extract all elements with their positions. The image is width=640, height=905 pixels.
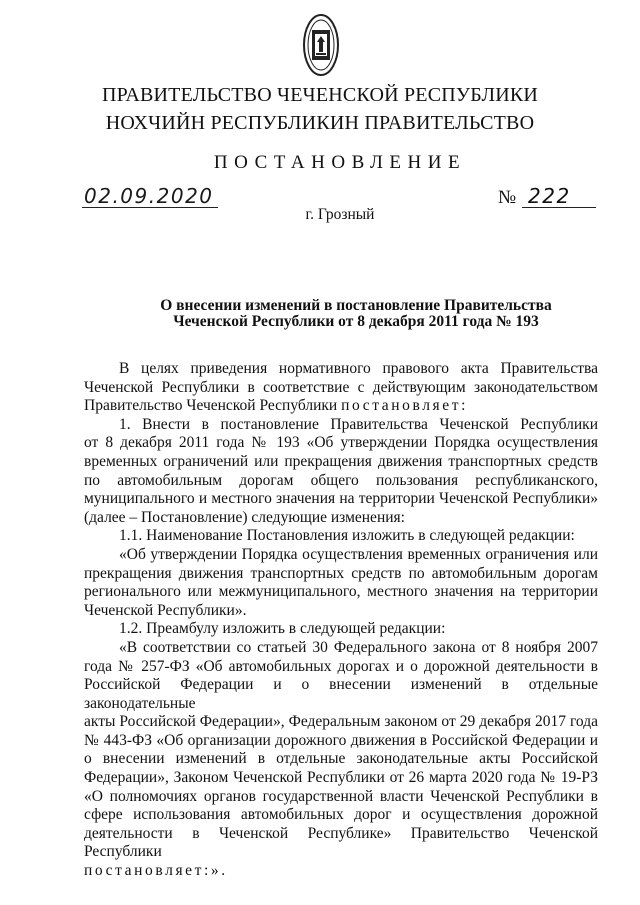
- paragraph-line: от 8 декабря 2011 года № 193 «Об утверждении Порядка осуществления: [84, 434, 598, 452]
- document-type: ПОСТАНОВЛЕНИЕ: [213, 152, 467, 173]
- paragraph-line: 1.2. Преамбулу изложить в следующей редакции:: [119, 620, 446, 638]
- paragraph-line: Чеченской Республики в соответствие с действующим законодательством: [84, 378, 598, 396]
- paragraph-line: деятельности в Чеченской Республике» Правительство Чеченской Республики: [84, 824, 598, 861]
- paragraph-line: 1. Внести в постановление Правительства Чеченской Республики: [119, 415, 598, 433]
- paragraph-line: постановляет:».: [84, 862, 228, 880]
- paragraph-line: сфере использования автомобильных дорог и осуществления дорожной: [84, 806, 598, 824]
- paragraph-line: «Об утверждении Порядка осуществления временных ограничения или: [119, 545, 598, 563]
- coat-of-arms-emblem: [302, 12, 340, 78]
- paragraph-line: о внесении изменений в отдельные законодательные акты Российской: [84, 750, 598, 768]
- paragraph-line: [84, 397, 598, 416]
- government-name-russian: ПРАВИТЕЛЬСТВО ЧЕЧЕНСКОЙ РЕСПУБЛИКИ: [101, 84, 539, 106]
- title-line-1: О внесении изменений в постановление Правительства: [160, 297, 552, 314]
- paragraph-line: временных ограничений или прекращения движения транспортных средств: [84, 452, 598, 470]
- number-sign: №: [498, 187, 517, 208]
- document-body: [84, 360, 598, 881]
- paragraph-line: года № 257-ФЗ «Об автомобильных дорогах и о дорожной деятельности в: [84, 657, 598, 675]
- city: г. Грозный: [305, 206, 375, 223]
- paragraph-line: (далее – Постановление) следующие изменения:: [84, 508, 405, 526]
- paragraph-text: Правительство Чеченской Республики: [84, 397, 342, 415]
- document-date: 02.09.2020: [84, 184, 214, 208]
- paragraph-line: Российской Федерации и о внесении изменений в отдельные законодательные: [84, 676, 598, 712]
- paragraph-line: № 443-ФЗ «Об организации дорожного движения в Российской Федерации и: [84, 731, 598, 749]
- government-name-chechen: НОХЧИЙН РЕСПУБЛИКИН ПРАВИТЕЛЬСТВО: [105, 112, 535, 134]
- paragraph-line: 1.1. Наименование Постановления изложить в следующей редакции:: [119, 527, 575, 545]
- resolves-word: постановляет:: [341, 397, 469, 415]
- document-title: [116, 298, 596, 330]
- paragraph-line: В целях приведения нормативного правового акта Правительства: [119, 360, 598, 377]
- document-number: 222: [528, 184, 571, 208]
- title-line-2: Чеченской Республики от 8 декабря 2011 года № 193: [173, 313, 539, 330]
- paragraph-line: регионального или межмуниципального, местного значения на территории: [84, 583, 598, 601]
- paragraph-line: по автомобильным дорогам общего пользования республиканского,: [84, 471, 598, 489]
- paragraph-line: прекращения движения транспортных средств по автомобильным дорогам: [84, 564, 598, 582]
- paragraph-line: муниципального и местного значения на территории Чеченской Республики»: [84, 490, 598, 508]
- paragraph-line: Федерации», Законом Чеченской Республики от 26 марта 2020 года № 19-РЗ: [84, 769, 598, 787]
- paragraph-line: акты Российской Федерации», Федеральным законом от 29 декабря 2017 года: [84, 713, 598, 731]
- paragraph-line: «О полномочиях органов государственной власти Чеченской Республики в: [84, 787, 598, 805]
- paragraph-line: «В соответствии со статьей 30 Федерального закона от 8 ноября 2007: [119, 638, 598, 656]
- paragraph-line: Чеченской Республики».: [84, 601, 247, 619]
